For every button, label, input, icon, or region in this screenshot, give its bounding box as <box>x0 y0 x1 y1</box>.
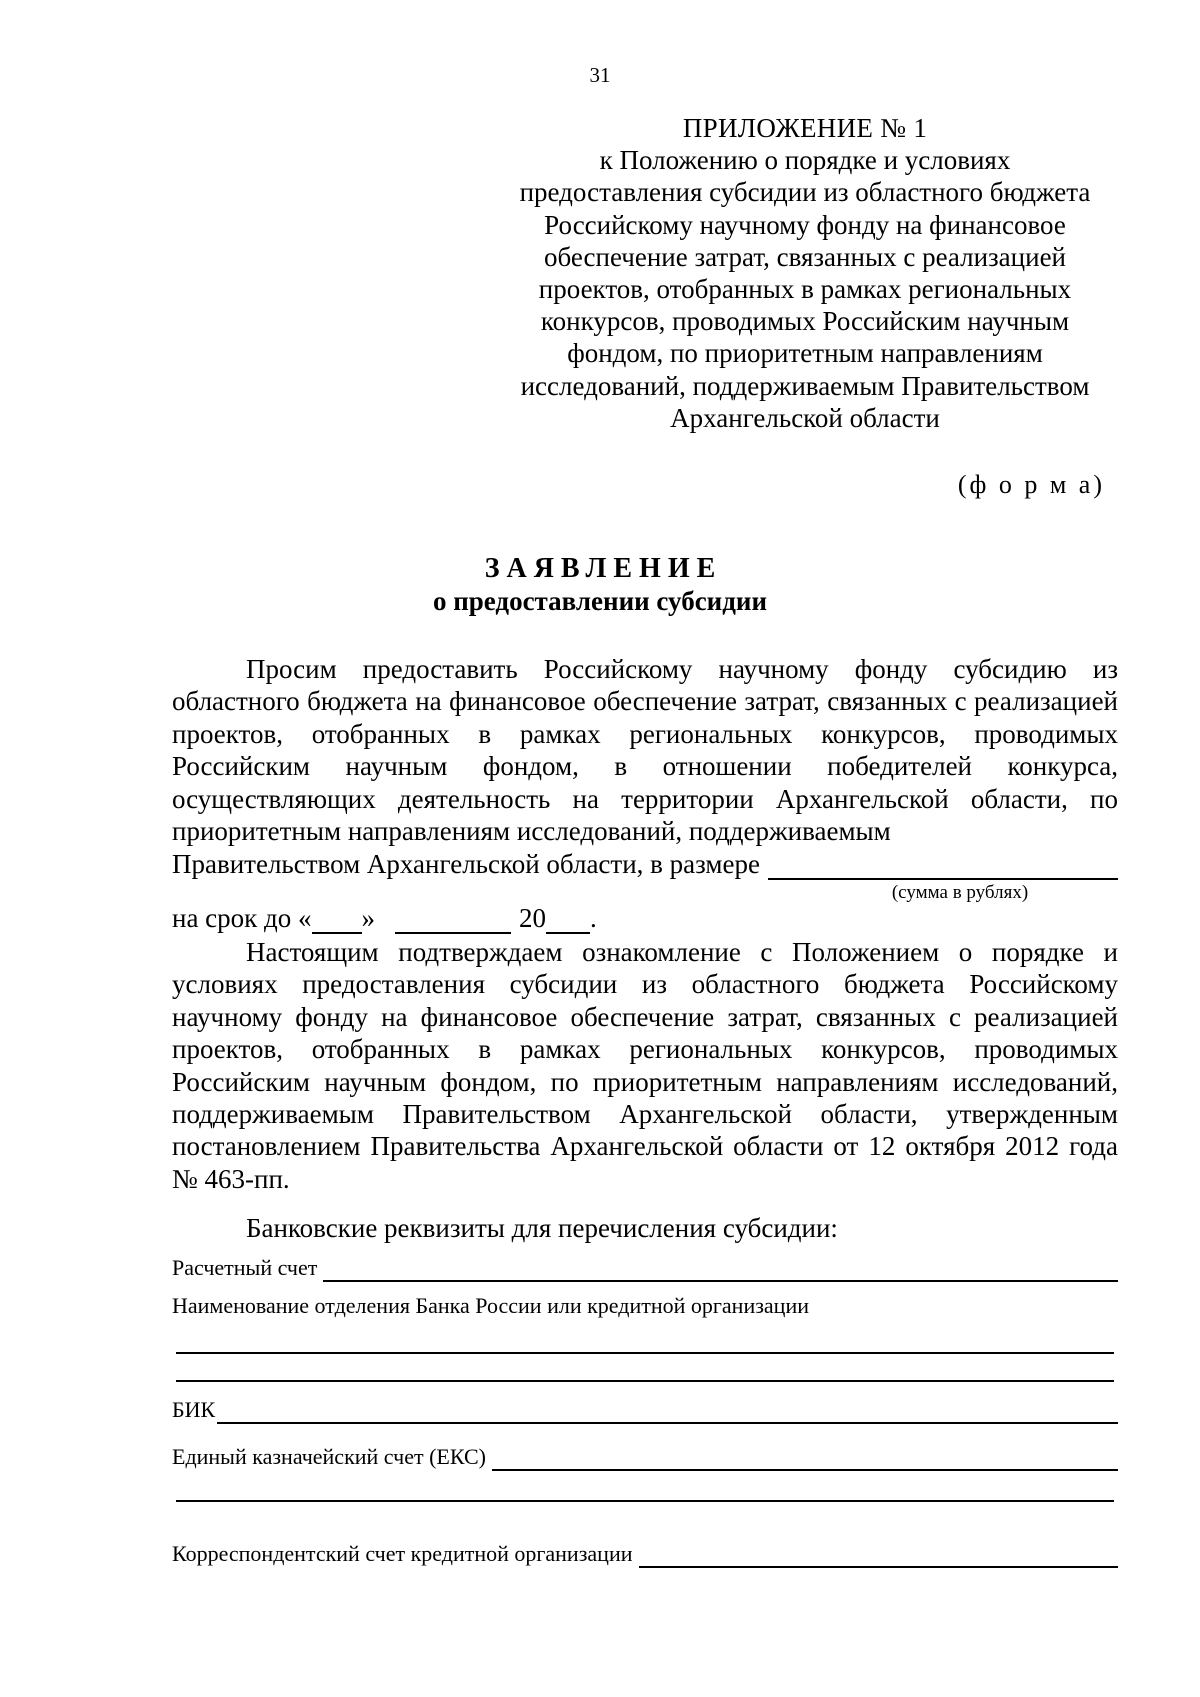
term-quote-close: » <box>361 903 376 933</box>
treasury-account-label: Единый казначейский счет (ЕКС) <box>172 1444 486 1469</box>
bank-name-label: Наименование отделения Банка России или кредитной организации <box>172 1293 809 1318</box>
bik-label: БИК <box>172 1397 216 1422</box>
bank-details-heading: Банковские реквизиты для перечисления субсидии: <box>246 1213 838 1243</box>
appendix-line: предоставления субсидии из областного бюджета <box>519 177 1091 208</box>
sum-blank-field[interactable] <box>768 854 1118 880</box>
sum-label: Правительством Архангельской области, в размере <box>172 849 760 879</box>
document-subtitle: о предоставлении субсидии <box>432 586 768 616</box>
treasury-account-field-line-2[interactable] <box>176 1500 1114 1502</box>
correspondent-account-row <box>172 1540 1118 1568</box>
sum-hint: (сумма в рублях) <box>891 882 1029 903</box>
appendix-line: конкурсов, проводимых Российским научным <box>540 306 1070 337</box>
bank-name-field-line-1[interactable] <box>176 1352 1114 1354</box>
appendix-line: к Положению о порядке и условиях <box>599 145 1011 176</box>
appendix-line: обеспечение затрат, связанных с реализацией <box>543 241 1067 272</box>
appendix-title: ПРИЛОЖЕНИЕ № 1 <box>682 113 928 143</box>
appendix-line: фондом, по приоритетным направлениям <box>567 338 1043 369</box>
bank-name-field-line-2[interactable] <box>176 1380 1114 1382</box>
term-end: . <box>590 903 597 933</box>
page-number: 31 <box>589 63 611 87</box>
term-month-blank[interactable] <box>395 908 511 934</box>
correspondent-account-label: Корреспондентский счет кредитной организации <box>172 1541 633 1566</box>
account-row <box>172 1254 1118 1282</box>
treasury-account-field[interactable] <box>492 1449 1118 1471</box>
bik-field[interactable] <box>217 1402 1118 1424</box>
term-year-prefix: 20 <box>519 903 547 933</box>
sum-row <box>172 848 1118 880</box>
appendix-line: исследований, поддерживаемым Правительством <box>520 370 1090 401</box>
appendix-line: проектов, отобранных в рамках региональных <box>538 274 1072 305</box>
document-title: ЗАЯВЛЕНИЕ <box>484 553 723 584</box>
term-day-blank[interactable] <box>312 908 362 934</box>
term-year-blank[interactable] <box>546 908 590 934</box>
appendix-line: Российскому научному фонду на финансовое <box>544 209 1066 240</box>
account-label: Расчетный счет <box>172 1255 318 1280</box>
correspondent-account-field[interactable] <box>639 1546 1119 1568</box>
term-label: на срок до « <box>172 903 312 933</box>
request-paragraph: Просим предоставить Российскому научному фонду субсидию из областного бюджета на финансовое обеспечение затрат, связанных с реализацией проектов, отобранных в рамках региональных конкурсов, проводимых Российским научным фондом, в отношении победителей конкурса, осуществляющих деятельность на территории Архангельской области, по приоритетным направлениям исследований, поддерживаемым <box>172 654 1118 847</box>
form-note: (ф о р м а) <box>957 470 1105 499</box>
treasury-account-row <box>172 1443 1118 1471</box>
acknowledgement-paragraph: Настоящим подтверждаем ознакомление с Положением о порядке и условиях предоставления субсидии из областного бюджета Российскому научному фонду на финансовое обеспечение затрат, связанных с реализацией проектов, отобранных в рамках региональных конкурсов, проводимых Российским научным фондом, по приоритетным направлениям исследований, поддерживаемым Правительством Архангельской области, утвержденным постановлением Правительства Архангельской области от 12 октября 2012 года № 463-пп. <box>172 937 1118 1194</box>
bik-row <box>172 1396 1118 1424</box>
account-field[interactable] <box>323 1260 1118 1282</box>
term-row <box>172 902 597 934</box>
appendix-block <box>505 112 1105 434</box>
appendix-line: Архангельской области <box>670 402 940 433</box>
